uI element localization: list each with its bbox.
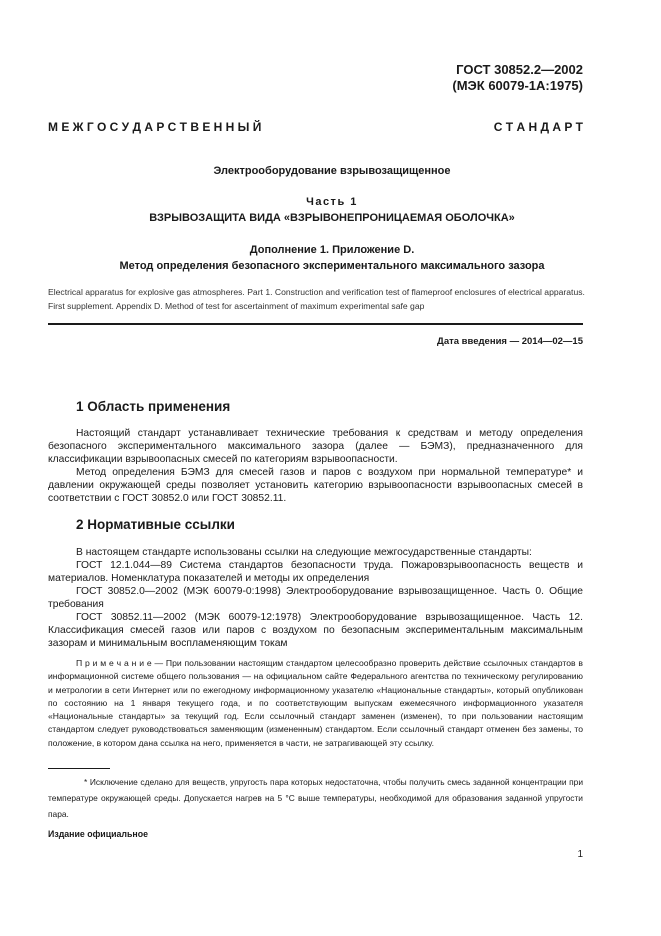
reference-gost-30852-0: ГОСТ 30852.0—2002 (МЭК 60079-0:1998) Электрооборудование взрывозащищенное. Часть 0. Общие требования [48, 586, 583, 610]
document-part: Часть 1 [306, 196, 358, 208]
footnote: * Исключение сделано для веществ, упругость пара которых недостаточна, чтобы получить смесь заданной концентрации при температуре окружающей среды. Допускается нагрев на 5 °С выше температуры, необходимой для образования заданной упругости пара. [48, 777, 583, 819]
standard-code-iec: (МЭК 60079-1А:1975) [452, 78, 583, 93]
section-1-heading: 1 Область применения [76, 399, 231, 414]
page-number: 1 [577, 849, 583, 860]
edition-label: Издание официальное [48, 829, 148, 839]
note-text: — При пользовании настоящим стандартом целесообразно проверить действие ссылочных стандартов в информационной системе общего пользования — на официальном сайте Федерального агентства по техническому регулированию и метрологии в сети Интернет или по ежегодному информационному указателю «Национальные стандарты», который опубликован по состоянию на 1 января текущего года, и по соответствующим выпускам ежемесячного информационного указателя «Национальные стандарты» за текущий год. Если ссылочный стандарт заменен (изменен), то при пользовании настоящим стандартом следует руководствоваться заменяющим (измененным) стандартом. Если ссылочный стандарт отменен без замены, то положение, в котором дана ссылка на него, применяется в части, не затрагивающей эту ссылку. [48, 658, 583, 748]
standard-code [452, 62, 583, 94]
banner-word-standard: С Т А Н Д А Р Т [493, 120, 583, 134]
reference-gost-12-1-044: ГОСТ 12.1.044—89 Система стандартов безопасности труда. Пожаровзрывоопасность веществ и материалов. Номенклатура показателей и методы их определения [48, 560, 583, 584]
footnote-divider [48, 768, 110, 769]
note-block [48, 657, 583, 750]
title-divider [48, 323, 583, 325]
document-supplement: Дополнение 1. Приложение D. [249, 244, 415, 256]
document-subtitle: ВЗРЫВОЗАЩИТА ВИДА «ВЗРЫВОНЕПРОНИЦАЕМАЯ ОБОЛОЧКА» [149, 212, 515, 224]
document-method-title: Метод определения безопасного экспериментального максимального зазора [119, 260, 545, 272]
standard-type-banner [48, 120, 583, 134]
standard-code-gost: ГОСТ 30852.2—2002 [456, 62, 583, 77]
reference-gost-30852-11: ГОСТ 30852.11—2002 (МЭК 60079-12:1978) Электрооборудование взрывозащищенное. Часть 12. Классификация смесей газов или паров с воздухом по безопасным экспериментальным максимальным зазорам и минимальным воспламеняющим токам [48, 612, 583, 649]
section-2-heading: 2 Нормативные ссылки [76, 517, 235, 532]
section-1-paragraph-1: Настоящий стандарт устанавливает технические требования к средствам и методу определения безопасного экспериментального максимального зазора (далее — БЭМЗ), предназначенного для классификации взрывоопасных смесей по категориям взрывоопасности. [48, 428, 583, 465]
note-label: П р и м е ч а н и е [76, 658, 152, 668]
banner-word-interstate: М Е Ж Г О С У Д А Р С Т В Е Н Н Ы Й [48, 120, 262, 134]
document-title: Электрооборудование взрывозащищенное [213, 165, 451, 177]
section-2-intro: В настоящем стандарте использованы ссылки на следующие межгосударственные стандарты: [76, 547, 532, 558]
introduction-date: Дата введения — 2014—02—15 [437, 336, 583, 347]
section-1-paragraph-2: Метод определения БЭМЗ для смесей газов и паров с воздухом при нормальной температуре* и давлении окружающей среды позволяет установить категорию взрывоопасности взрывоопасных смесей в соответствии с ГОСТ 30852.0 или ГОСТ 30852.11. [48, 467, 583, 504]
english-title: Electrical apparatus for explosive gas atmospheres. Part 1. Construction and verification test of flameproof enclosures of electrical apparatus. First supplement. Appendix D. Method of test for ascertainment of maximum experimental safe gap [48, 287, 585, 311]
